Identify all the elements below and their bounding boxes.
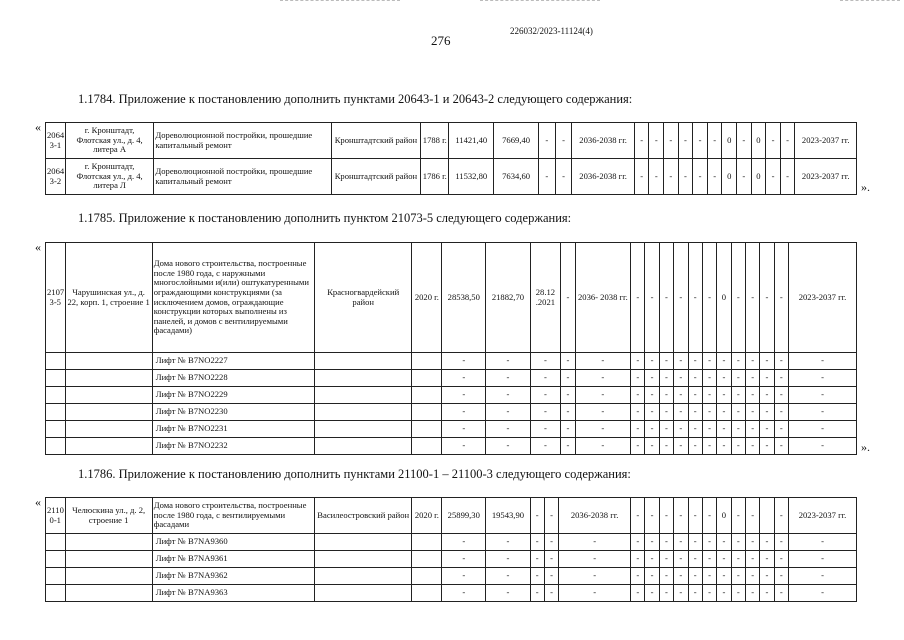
lift-row: Лифт № B7NA9363 - - - - - - - - - - - - - - - - - <box>46 585 857 602</box>
scan-artifact-line <box>840 0 900 2</box>
open-quote: « <box>35 120 41 134</box>
close-quote: ». <box>861 180 870 194</box>
document-number: 226032/2023-11124(4) <box>510 26 593 36</box>
table-section-3 <box>45 497 857 602</box>
lift-label: Лифт № B7NO2229 <box>152 387 314 404</box>
table-row: 2110 0-1 Челюскина ул., д. 2, строение 1 Дома нового строительства, построенные после 1980 года, с вентилируемыми фасадами Василеостровский район 2020 г. 25899,30 19543,90 - - 2036-2038 гг. - - - - - - 0 - - - 2023-2037 гг. <box>46 498 857 534</box>
lift-label: Лифт № B7NO2228 <box>152 370 314 387</box>
lift-row: Лифт № B7NA9362 - - - - - - - - - - - - - - - - - <box>46 568 857 585</box>
section-heading: 1.1785. Приложение к постановлению дополнить пунктом 21073-5 следующего содержания: <box>78 211 572 225</box>
lift-label: Лифт № B7NO2227 <box>152 353 314 370</box>
lift-row: Лифт № B7NO2228 - - - - - - - - - - - - - - - - - <box>46 370 857 387</box>
lift-row: Лифт № B7NO2231 - - - - - - - - - - - - - - - - - <box>46 421 857 438</box>
scan-artifact-line <box>280 0 400 2</box>
section-heading: 1.1784. Приложение к постановлению дополнить пунктами 20643-1 и 20643-2 следующего содержания: <box>78 92 633 106</box>
open-quote: « <box>35 495 41 509</box>
lift-label: Лифт № B7NO2231 <box>152 421 314 438</box>
lift-label: Лифт № B7NA9360 <box>152 534 314 551</box>
scan-artifact-line <box>480 0 600 2</box>
table-section-2 <box>45 242 857 455</box>
table-row: 2064 3-1 г. Кронштадт, Флотская ул., д. 4, литера А Дореволюционной постройки, прошедшие капитальный ремонт Кронштадтский район 1788 г. 11421,40 7669,40 - - 2036-2038 гг. - - - - - - 0 - 0 - - 2023-2037 гг. <box>46 123 857 159</box>
lift-label: Лифт № B7NO2232 <box>152 438 314 455</box>
lift-label: Лифт № B7NA9363 <box>152 585 314 602</box>
lift-label: Лифт № B7NA9361 <box>152 551 314 568</box>
lift-row: Лифт № B7NO2232 - - - - - - - - - - - - - - - - - <box>46 438 857 455</box>
lift-row: Лифт № B7NA9360 - - - - - - - - - - - - - - - - - <box>46 534 857 551</box>
lift-label: Лифт № B7NA9362 <box>152 568 314 585</box>
close-quote: ». <box>861 440 870 454</box>
lift-row: Лифт № B7NA9361 - - - - - - - - - - - - - - - - - <box>46 551 857 568</box>
table-row: 2064 3-2 г. Кронштадт, Флотская ул., д. 4, литера Л Дореволюционной постройки, прошедшие капитальный ремонт Кронштадтский район 1786 г. 11532,80 7634,60 - - 2036-2038 гг. - - - - - - 0 - 0 - - 2023-2037 гг. <box>46 159 857 195</box>
lift-row: Лифт № B7NO2227 - - - - - - - - - - - - - - - - - <box>46 353 857 370</box>
page-number: 276 <box>431 33 451 48</box>
lift-row: Лифт № B7NO2229 - - - - - - - - - - - - - - - - - <box>46 387 857 404</box>
open-quote: « <box>35 240 41 254</box>
table-section-1 <box>45 122 857 195</box>
section-heading: 1.1786. Приложение к постановлению дополнить пунктами 21100-1 – 21100-3 следующего содержания: <box>78 467 631 481</box>
table-row: 2107 3-5 Чарушинская ул., д. 22, корп. 1, строение 1 Дома нового строительства, построенные после 1980 года, с наружными многослойными и(или) оштукатуренными ограждающими конструкциями (за исключением домов, ограждающие конструкции которых выполнены из панелей, и домов с вентилируемыми фасадами) Красногвардейский район 2020 г. 28538,50 21882,70 28.12 .2021 - 2036- 2038 гг. - - - - - - 0 - - - - 2023-2037 гг. <box>46 243 857 353</box>
lift-row: Лифт № B7NO2230 - - - - - - - - - - - - - - - - - <box>46 404 857 421</box>
lift-label: Лифт № B7NO2230 <box>152 404 314 421</box>
